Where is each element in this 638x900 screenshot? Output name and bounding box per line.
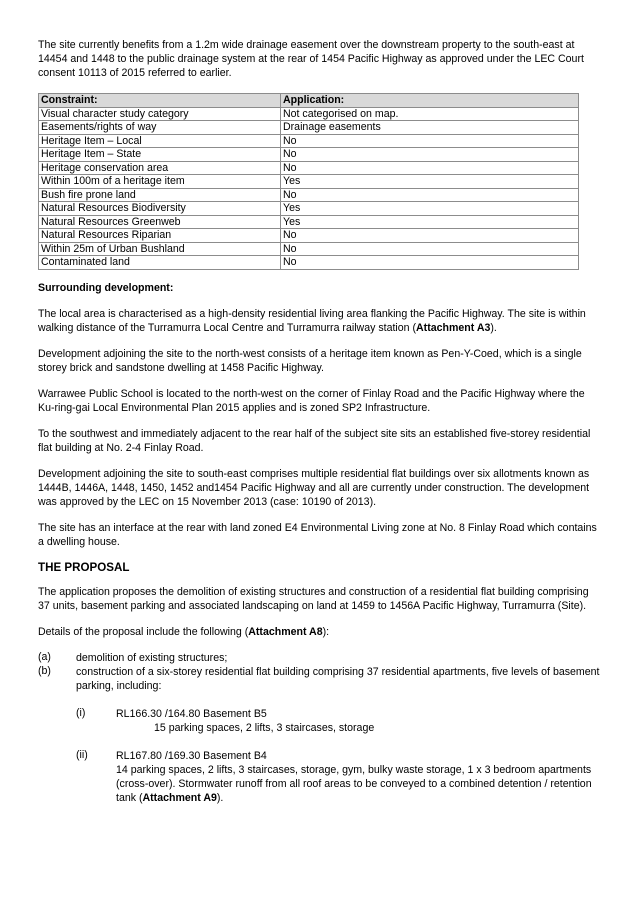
surrounding-paragraph-5: Development adjoining the site to south-east comprises multiple residential flat buildings over six allotments known as 1444B, 1446A, 1448, 1450, 1452 and1454 Pacific Highway and all are currently under construction. The development was approved by the LEC on 15 November 2013 (case: 10190 of 2013). [38,467,590,508]
basement-title: RL166.30 /164.80 Basement B5 [116,707,267,720]
constraint-cell: Heritage Item – State [39,148,281,162]
paragraph-text: ): [322,625,330,638]
constraint-cell: Heritage Item – Local [39,134,281,148]
detail-text: 14 parking spaces, 2 lifts, 3 staircases, storage, gym, bulky waste storage, 1 x 3 bedroom apartments (cross-over). Stormwater runoff from all roof areas to be conveyed to a combined detention / retention tank ( [116,763,592,804]
application-cell: No [281,256,579,270]
table-row [39,202,579,216]
sub-item-i [38,707,600,735]
list-text: demolition of existing structures; [76,651,228,664]
surrounding-paragraph-1 [38,307,600,335]
surrounding-paragraph-4: To the southwest and immediately adjacent to the rear half of the subject site sits an established five-storey residential flat building at No. 2-4 Finlay Road. [38,427,591,454]
constraints-table [38,93,579,270]
attachment-reference: Attachment A9 [142,791,217,804]
surrounding-paragraph-3: Warrawee Public School is located to the north-west on the corner of Finlay Road and the Pacific Highway where the Ku-ring-gai Local Environmental Plan 2015 applies and is zoned SP2 Infrastructure. [38,387,585,414]
column-header-constraint: Constraint: [39,94,281,108]
constraint-cell: Bush fire prone land [39,188,281,202]
table-row [39,148,579,162]
application-cell: Yes [281,215,579,229]
attachment-reference: Attachment A3 [416,321,491,334]
table-row [39,215,579,229]
application-cell: No [281,229,579,243]
surrounding-paragraph-2: Development adjoining the site to the north-west consists of a heritage item known as Pen-Y-Coed, which is a single storey brick and sandstone dwelling at 1458 Pacific Highway. [38,347,582,374]
constraint-cell: Within 100m of a heritage item [39,175,281,189]
list-item-b [38,665,600,693]
detail-text: ). [216,791,224,804]
table-row [39,161,579,175]
list-label: (a) [38,650,51,663]
constraint-cell: Heritage conservation area [39,161,281,175]
application-cell: No [281,161,579,175]
table-row [39,175,579,189]
sub-label: (i) [76,706,86,719]
list-text: construction of a six-storey residential flat building comprising 37 residential apartments, five levels of basement parking, including: [76,665,600,692]
attachment-reference: Attachment A8 [248,625,323,638]
application-cell: No [281,188,579,202]
constraint-cell: Easements/rights of way [39,121,281,135]
intro-paragraph: The site currently benefits from a 1.2m wide drainage easement over the downstream property to the south-east at 14454 and 1448 to the public drainage system at the rear of 1454 Pacific Highway as approved under the LEC Court consent 10113 of 2015 referred to earlier. [38,39,584,79]
table-header-row [39,94,579,108]
proposal-paragraph-1: The application proposes the demolition of existing structures and construction of a residential flat building comprising 37 units, basement parking and associated landscaping on land at 1459 to 1456A Pacific Highway, Turramurra (Site). [38,585,589,612]
application-cell: Drainage easements [281,121,579,135]
paragraph-text: ). [490,321,497,334]
column-header-application: Application: [281,94,579,108]
table-row [39,121,579,135]
constraint-cell: Contaminated land [39,256,281,270]
document-page [38,38,600,805]
constraint-cell: Natural Resources Greenweb [39,215,281,229]
basement-detail: 15 parking spaces, 2 lifts, 3 staircases, storage [154,721,375,734]
table-row [39,134,579,148]
application-cell: Yes [281,175,579,189]
application-cell: No [281,242,579,256]
table-row [39,107,579,121]
sub-label: (ii) [76,748,88,761]
application-cell: Not categorised on map. [281,107,579,121]
table-row [39,242,579,256]
list-label: (b) [38,664,51,677]
sub-text [116,707,600,735]
basement-detail [116,763,600,805]
application-cell: No [281,148,579,162]
sub-text [116,749,600,805]
paragraph-text: Details of the proposal include the following ( [38,625,249,638]
surrounding-development-heading: Surrounding development: [38,281,174,294]
table-row [39,188,579,202]
constraint-cell: Natural Resources Riparian [39,229,281,243]
constraint-cell: Visual character study category [39,107,281,121]
application-cell: No [281,134,579,148]
table-row [39,256,579,270]
paragraph-text: The local area is characterised as a high-density residential living area flanking the Pacific Highway. The site is within walking distance of the Turramurra Local Centre and Turramurra railway station ( [38,307,586,334]
basement-title: RL167.80 /169.30 Basement B4 [116,749,267,762]
proposal-paragraph-2 [38,625,600,639]
constraint-cell: Within 25m of Urban Bushland [39,242,281,256]
table-row [39,229,579,243]
application-cell: Yes [281,202,579,216]
constraint-cell: Natural Resources Biodiversity [39,202,281,216]
proposal-heading: THE PROPOSAL [38,560,130,574]
sub-item-ii [38,749,600,805]
list-item-a [38,651,600,665]
surrounding-paragraph-6: The site has an interface at the rear with land zoned E4 Environmental Living zone at No. 8 Finlay Road which contains a dwelling house. [38,521,597,548]
